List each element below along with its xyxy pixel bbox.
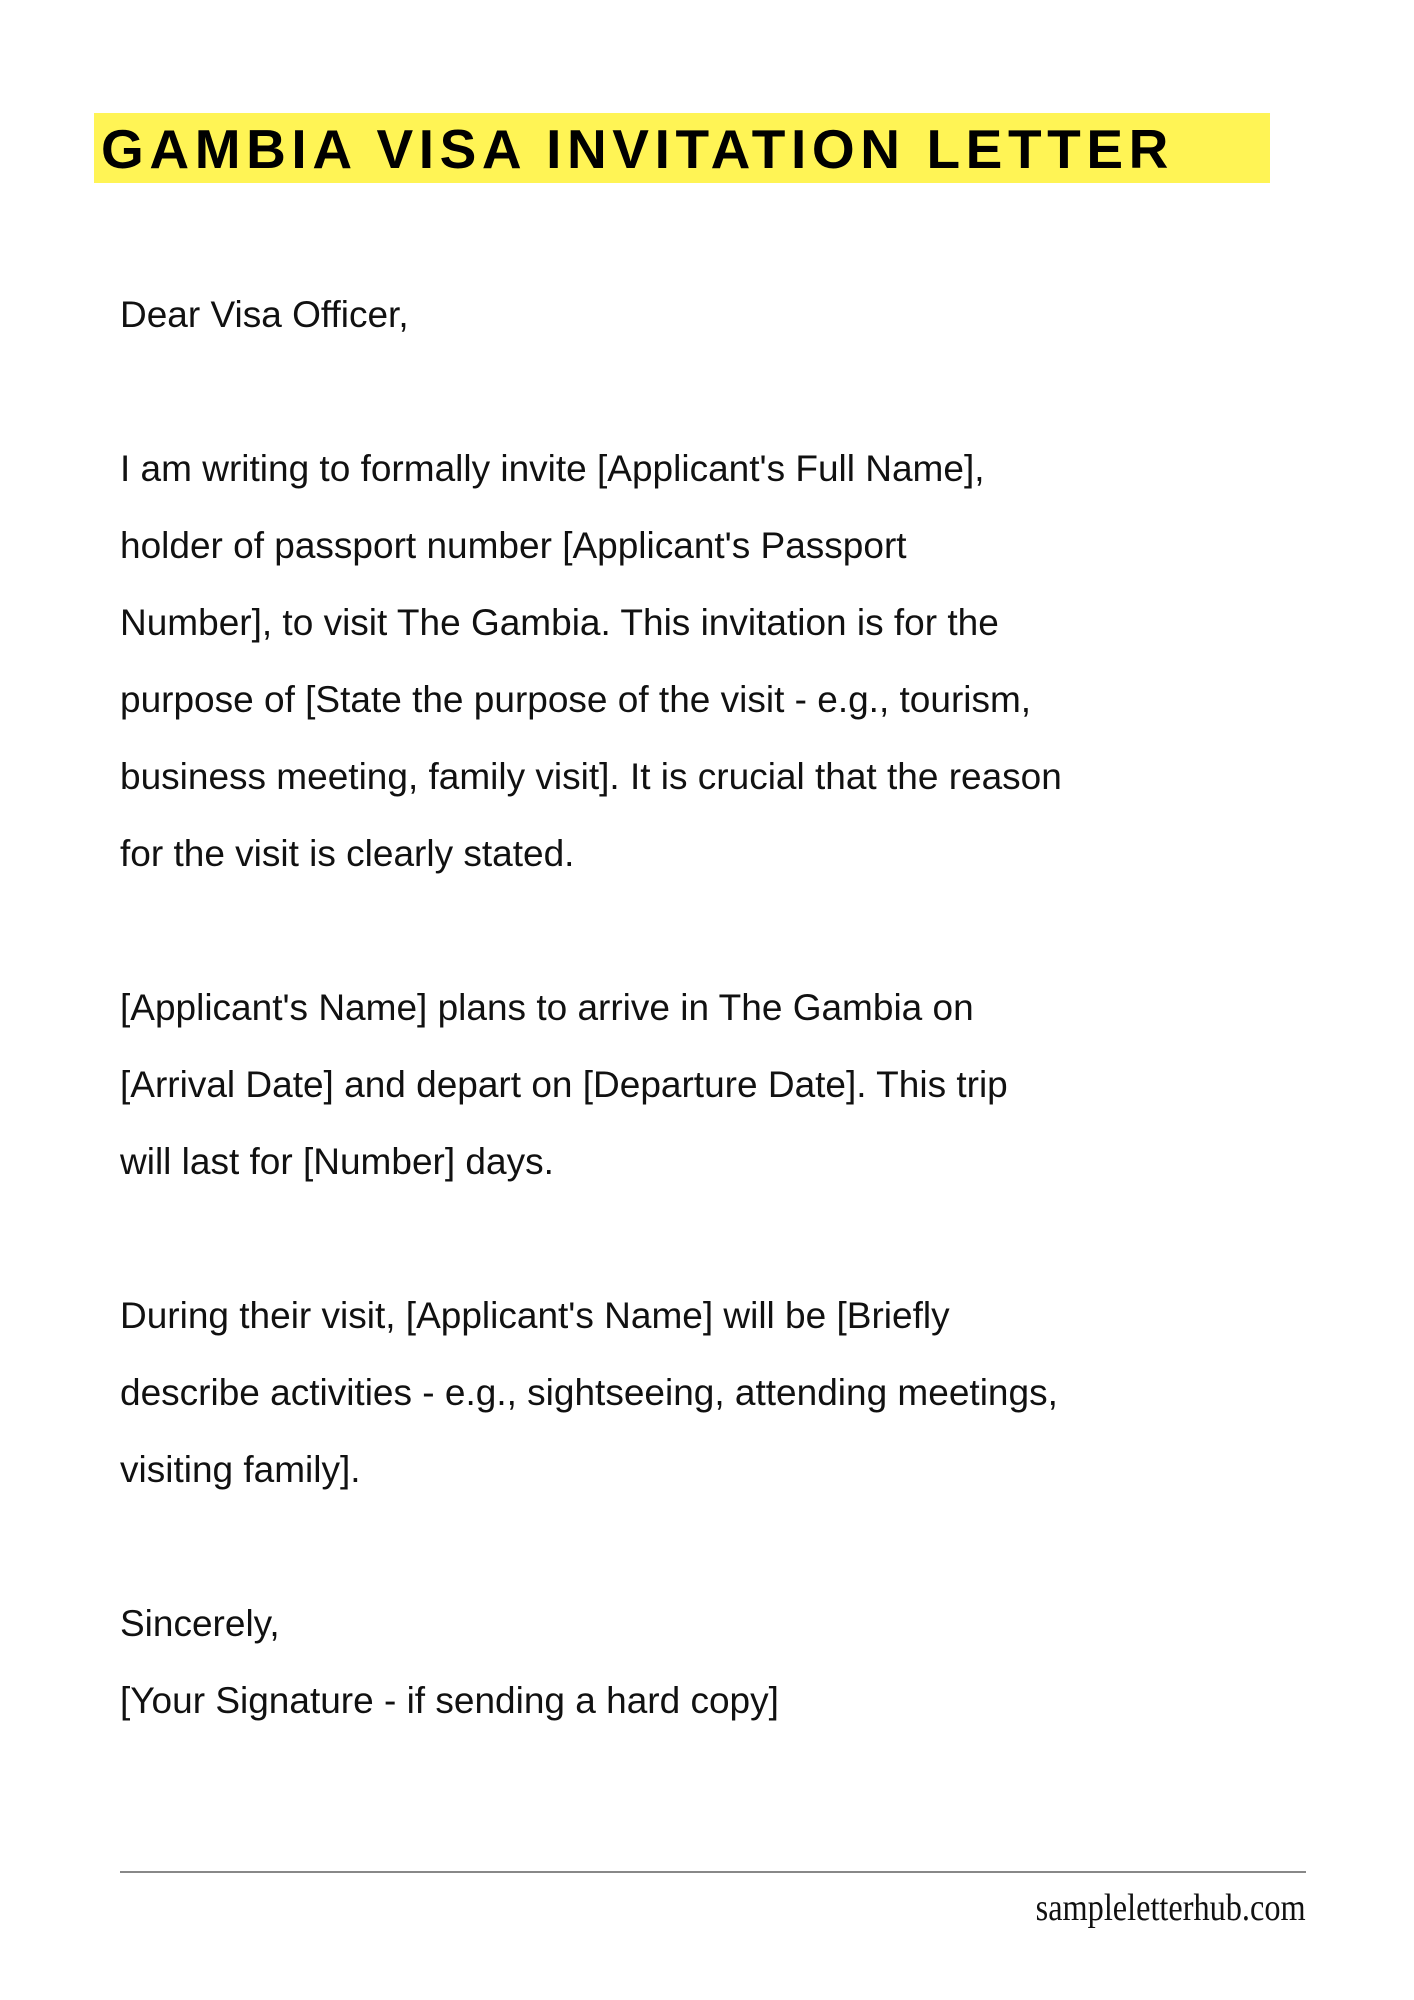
letter-body xyxy=(120,276,1062,1739)
salutation: Dear Visa Officer, xyxy=(120,294,409,335)
footer-divider xyxy=(120,1871,1306,1873)
paragraph-line: describe activities - e.g., sightseeing, attending meetings, xyxy=(120,1372,1058,1413)
paragraph-line: Number], to visit The Gambia. This invitation is for the xyxy=(120,602,999,643)
page-title: GAMBIA VISA INVITATION LETTER xyxy=(101,118,1174,180)
paragraph-line: [Applicant's Name] plans to arrive in The Gambia on xyxy=(120,987,974,1028)
paragraph-line: purpose of [State the purpose of the visit - e.g., tourism, xyxy=(120,679,1032,720)
closing: Sincerely, xyxy=(120,1603,280,1644)
paragraph-line: will last for [Number] days. xyxy=(120,1141,554,1182)
paragraph-line: for the visit is clearly stated. xyxy=(120,833,575,874)
paragraph-invitation xyxy=(120,430,1062,892)
paragraph-line: During their visit, [Applicant's Name] will be [Briefly xyxy=(120,1295,950,1336)
footer-site-name: sampleletterhub.com xyxy=(1036,1887,1306,1929)
paragraph-line: holder of passport number [Applicant's Passport xyxy=(120,525,907,566)
paragraph-line: visiting family]. xyxy=(120,1449,361,1490)
paragraph-line: I am writing to formally invite [Applicant's Full Name], xyxy=(120,448,985,489)
title-highlight xyxy=(94,113,1270,183)
signature: [Your Signature - if sending a hard copy] xyxy=(120,1680,779,1721)
paragraph-line: [Arrival Date] and depart on [Departure Date]. This trip xyxy=(120,1064,1008,1105)
paragraph-activities xyxy=(120,1277,1062,1508)
paragraph-dates xyxy=(120,969,1062,1200)
paragraph-line: business meeting, family visit]. It is crucial that the reason xyxy=(120,756,1062,797)
